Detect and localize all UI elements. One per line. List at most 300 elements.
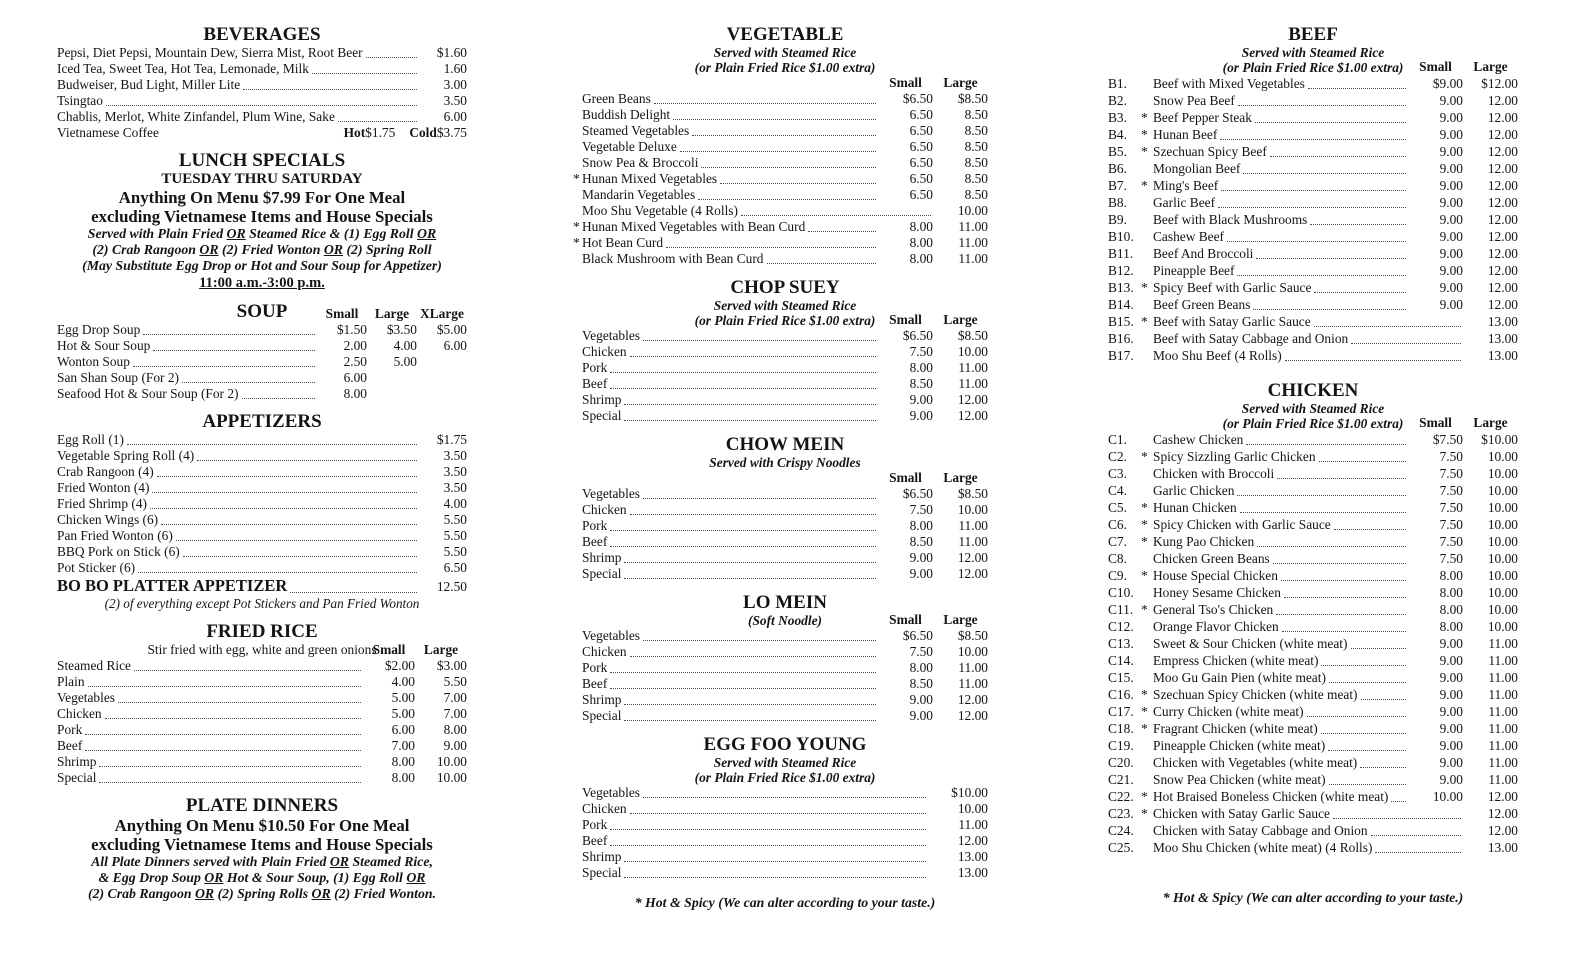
item-price: 7.50: [1439, 551, 1463, 566]
item-name: Pork: [582, 817, 608, 832]
item-price: 9.00: [909, 550, 933, 565]
item-price: $1.50: [336, 322, 367, 337]
section-chow-mein: [582, 434, 988, 582]
dot-leader: [1273, 563, 1406, 564]
spicy-asterisk: *: [1141, 789, 1148, 804]
price-column-header: XLarge: [420, 306, 464, 321]
section-title: CHOW MEIN: [725, 434, 845, 455]
text-segment: OR: [226, 226, 246, 241]
item-name: Chicken: [582, 801, 627, 816]
menu-item-row: [582, 107, 988, 123]
menu-item-row: [573, 219, 988, 235]
item-price: 9.00: [1439, 263, 1463, 278]
item-name: Szechuan Spicy Beef: [1153, 144, 1267, 159]
dot-leader: [1220, 139, 1406, 140]
dot-leader: [624, 720, 876, 721]
item-name: Cashew Beef: [1153, 229, 1225, 244]
item-price: 8.50: [964, 139, 988, 154]
text-line: [57, 886, 467, 902]
item-code: B11.: [1108, 246, 1134, 261]
menu-item-row: [582, 692, 988, 708]
spicy-asterisk: *: [1141, 721, 1148, 736]
dot-leader: [1307, 716, 1406, 717]
item-price: 11.00: [1488, 704, 1518, 719]
item-name: Hot Braised Boneless Chicken (white meat): [1153, 789, 1389, 804]
dot-leader: [610, 829, 926, 830]
spicy-asterisk: *: [1141, 687, 1148, 702]
item-price: $1.75: [436, 432, 467, 447]
menu-item-row: [57, 658, 467, 674]
item-price: 4.00: [443, 496, 467, 511]
menu-item-row: [1108, 465, 1518, 482]
item-price: 6.50: [909, 107, 933, 122]
dot-leader: [1237, 495, 1406, 496]
text-segment: OR: [323, 242, 344, 257]
dot-leader: [1371, 835, 1461, 836]
menu-item-row: [582, 139, 988, 155]
item-price: 1.60: [443, 61, 467, 76]
text-line: [57, 835, 467, 854]
dot-leader: [610, 688, 876, 689]
item-code: C14.: [1108, 653, 1134, 668]
item-code: B9.: [1108, 212, 1127, 227]
item-price: 9.00: [1439, 212, 1463, 227]
dot-leader: [673, 119, 876, 120]
item-name: Crab Rangoon (4): [57, 464, 154, 479]
text-segment: excluding Vietnamese Items and House Specials: [91, 835, 433, 854]
item-price: $5.00: [436, 322, 467, 337]
dot-leader: [152, 492, 417, 493]
dot-leader: [610, 672, 876, 673]
item-price: $8.50: [957, 91, 988, 106]
item-name: Beef: [582, 676, 608, 691]
item-name: Vegetables: [57, 690, 116, 705]
item-price: 12.50: [436, 579, 467, 594]
item-name: Chicken: [582, 344, 627, 359]
spicy-asterisk: *: [1141, 704, 1148, 719]
dot-leader: [1227, 241, 1406, 242]
menu-item-row: [57, 386, 467, 402]
section-title: BEVERAGES: [203, 24, 321, 45]
price-column-header: Small: [1419, 59, 1452, 74]
item-price: 11.00: [958, 518, 988, 533]
item-name: Hunan Mixed Vegetables: [582, 171, 718, 186]
dot-leader: [680, 151, 876, 152]
text-segment: (May Substitute Egg Drop or Hot and Sour Soup for Appetizer): [82, 258, 442, 273]
item-name: Beef: [582, 534, 608, 549]
item-price: 8.50: [964, 123, 988, 138]
dot-leader: [630, 356, 876, 357]
item-price: 11.00: [1488, 772, 1518, 787]
section-subtitle: (or Plain Fried Rice $1.00 extra): [694, 60, 876, 75]
item-name: Beef: [57, 738, 83, 753]
item-price: 8.50: [964, 107, 988, 122]
item-price: 11.00: [958, 660, 988, 675]
menu-item-row: [57, 544, 467, 560]
menu-item-row: [1108, 499, 1518, 516]
dot-leader: [1221, 190, 1406, 191]
menu-item-row: [582, 328, 988, 344]
item-code: B4.: [1108, 127, 1127, 142]
item-code: C13.: [1108, 636, 1134, 651]
item-price: 11.00: [958, 376, 988, 391]
dot-leader: [1351, 343, 1461, 344]
item-price: 11.00: [958, 817, 988, 832]
item-name: Cashew Chicken: [1153, 432, 1244, 447]
dot-leader: [1329, 784, 1406, 785]
dot-leader: [1314, 292, 1406, 293]
section-title: BEEF: [1288, 24, 1338, 45]
dot-leader: [1361, 699, 1406, 700]
text-segment: (2) Crab Rangoon: [92, 242, 200, 257]
price-column-header: Large: [374, 306, 410, 321]
item-price: 6.50: [909, 187, 933, 202]
item-price: 12.00: [1487, 212, 1518, 227]
item-price: 11.00: [1488, 636, 1518, 651]
text-segment: (2) Fried Wonton: [218, 242, 324, 257]
menu-item-row: [582, 486, 988, 502]
item-price: 11.00: [958, 360, 988, 375]
section-title: LUNCH SPECIALS: [178, 150, 346, 171]
item-name: Pork: [582, 660, 608, 675]
item-code: B6.: [1108, 161, 1127, 176]
menu-item-row: [1108, 262, 1518, 279]
text-segment: (2) Spring Rolls: [214, 886, 312, 901]
item-name: Chicken with Satay Garlic Sauce: [1153, 806, 1331, 821]
dot-leader: [624, 420, 876, 421]
dot-leader: [1285, 360, 1461, 361]
section-egg-foo-young: [582, 734, 988, 881]
item-price: 7.50: [909, 644, 933, 659]
item-price: 9.00: [909, 566, 933, 581]
section-title: APPETIZERS: [202, 411, 322, 432]
item-code: C7.: [1108, 534, 1127, 549]
text-segment: Steamed Rice & (1) Egg Roll: [245, 226, 418, 241]
dot-leader: [99, 782, 361, 783]
dot-leader: [366, 57, 417, 58]
dot-leader: [624, 562, 876, 563]
item-price: 12.00: [1487, 263, 1518, 278]
menu-item-row: [1108, 516, 1518, 533]
item-price: 11.00: [1488, 670, 1518, 685]
item-code: C2.: [1108, 449, 1127, 464]
item-code: B16.: [1108, 331, 1134, 346]
dot-leader: [1351, 648, 1407, 649]
dot-leader: [610, 546, 876, 547]
item-price: 9.00: [1439, 161, 1463, 176]
menu-item-row: [1108, 194, 1518, 211]
item-price: 10.00: [1487, 466, 1518, 481]
price-column-header: Large: [1473, 59, 1508, 74]
menu-item-row: [57, 338, 467, 354]
dot-leader: [1238, 105, 1406, 106]
item-price: 12.00: [1487, 246, 1518, 261]
dot-leader: [176, 540, 417, 541]
item-price: 12.00: [1487, 161, 1518, 176]
dot-leader: [99, 766, 361, 767]
dot-leader: [242, 398, 315, 399]
text-segment: (2) Fried Wonton.: [330, 886, 436, 901]
item-name: Moo Shu Beef (4 Rolls): [1153, 348, 1282, 363]
dot-leader: [610, 388, 876, 389]
item-price: 10.00: [1487, 534, 1518, 549]
section-footnote: (2) of everything except Pot Stickers and Pan Fried Wonton: [104, 596, 420, 611]
item-price: 9.00: [909, 408, 933, 423]
item-price: 12.00: [1487, 789, 1518, 804]
item-price: $8.50: [957, 628, 988, 643]
dot-leader: [143, 334, 315, 335]
item-price: 10.00: [1487, 551, 1518, 566]
item-code: B8.: [1108, 195, 1127, 210]
menu-item-row: [1108, 618, 1518, 635]
menu-item-row: [1108, 313, 1518, 330]
dot-leader: [1276, 614, 1406, 615]
menu-item-row: [582, 187, 988, 203]
item-price: 8.50: [964, 171, 988, 186]
menu-item-row: [1108, 567, 1518, 584]
item-price: 11.00: [1488, 721, 1518, 736]
item-price: 9.00: [1439, 110, 1463, 125]
menu-item-row: [1108, 126, 1518, 143]
item-price: 12.00: [1487, 280, 1518, 295]
menu-item-row: [582, 660, 988, 676]
item-name: Green Beans: [582, 91, 651, 106]
menu-item-row: [1108, 109, 1518, 126]
menu-item-row: [573, 171, 988, 187]
text-line: [57, 816, 467, 835]
item-price: 9.00: [1439, 670, 1463, 685]
text-segment: Hot & Sour Soup, (1) Egg Roll: [223, 870, 407, 885]
item-name: Special: [582, 408, 622, 423]
item-name: Special: [582, 865, 622, 880]
menu-item-row: [57, 61, 467, 77]
item-price: $6.50: [902, 628, 933, 643]
item-price: 11.00: [958, 235, 988, 250]
item-price: 8.50: [964, 187, 988, 202]
menu-column-1: [57, 24, 467, 911]
menu-item-row: [1108, 177, 1518, 194]
item-name: Vegetables: [582, 628, 641, 643]
dot-leader: [105, 718, 361, 719]
dot-leader: [157, 476, 417, 477]
dot-leader: [1321, 665, 1406, 666]
section-chicken: [1108, 380, 1518, 856]
menu-item-row: [582, 251, 988, 267]
item-price: 12.00: [1487, 127, 1518, 142]
item-name: Special: [582, 708, 622, 723]
item-name: Vegetables: [582, 785, 641, 800]
spicy-asterisk: *: [573, 235, 580, 250]
item-name: San Shan Soup (For 2): [57, 370, 180, 385]
section-description: Stir fried with egg, white and green onions: [147, 642, 377, 657]
item-price: 9.00: [1439, 653, 1463, 668]
menu-item-row: [1108, 75, 1518, 92]
item-name: Spicy Beef with Garlic Sauce: [1153, 280, 1312, 295]
menu-item-row: [1108, 584, 1518, 601]
item-price: 9.00: [1439, 687, 1463, 702]
dot-leader: [161, 524, 417, 525]
menu-item-row: [57, 560, 467, 576]
item-price: 12.00: [1487, 195, 1518, 210]
item-code: B3.: [1108, 110, 1127, 125]
menu-item-row: [582, 865, 988, 881]
item-price: 3.50: [443, 480, 467, 495]
price-column-header: Small: [325, 306, 359, 321]
dot-leader: [1281, 580, 1406, 581]
text-line: [57, 242, 467, 258]
item-price: 9.00: [1439, 738, 1463, 753]
item-price: 7.50: [1439, 517, 1463, 532]
menu-item-row: [1108, 296, 1518, 313]
item-price: 10.00: [957, 644, 988, 659]
menu-item-row: [582, 376, 988, 392]
item-name: Shrimp: [57, 754, 97, 769]
dot-leader: [1333, 818, 1461, 819]
item-price: 6.50: [443, 560, 467, 575]
item-price: $6.50: [902, 91, 933, 106]
item-price: 6.00: [343, 370, 367, 385]
item-price: 8.50: [909, 534, 933, 549]
item-code: C3.: [1108, 466, 1127, 481]
price-column-header: Small: [889, 312, 922, 327]
item-name: Mongolian Beef: [1153, 161, 1241, 176]
text-line: [57, 854, 467, 870]
item-code: B17.: [1108, 348, 1134, 363]
dot-leader: [624, 877, 926, 878]
item-price: 6.00: [443, 109, 467, 124]
text-line: [57, 188, 467, 207]
section-subtitle: (or Plain Fried Rice $1.00 extra): [1222, 60, 1404, 75]
dot-leader: [767, 263, 877, 264]
item-price: $10.00: [951, 785, 988, 800]
price-label: Cold: [409, 125, 437, 140]
dot-leader: [1253, 309, 1406, 310]
section-lo-mein: [582, 592, 988, 724]
item-price: 10.00: [1487, 483, 1518, 498]
section-subtitle: (Soft Noodle): [747, 613, 822, 628]
item-price: 12.00: [957, 408, 988, 423]
item-price: 5.00: [391, 706, 415, 721]
dot-leader: [88, 686, 361, 687]
menu-item-row: [1108, 533, 1518, 550]
dot-leader: [1319, 461, 1406, 462]
item-code: C12.: [1108, 619, 1134, 634]
item-price: 8.00: [909, 235, 933, 250]
menu-item-row: [582, 502, 988, 518]
price-column-header: Large: [943, 612, 978, 627]
dot-leader: [1282, 631, 1406, 632]
item-name: Iced Tea, Sweet Tea, Hot Tea, Lemonade, Milk: [57, 61, 309, 76]
section-lunch-specials: [57, 150, 467, 292]
dot-leader: [630, 514, 876, 515]
menu-item-row: [582, 785, 988, 801]
item-price: 7.50: [909, 344, 933, 359]
item-price: 12.00: [957, 550, 988, 565]
section-subtitle: Served with Steamed Rice: [713, 45, 857, 60]
menu-item-row: [57, 448, 467, 464]
item-price: 10.00: [1487, 585, 1518, 600]
menu-item-row: [57, 322, 467, 338]
item-code: C10.: [1108, 585, 1134, 600]
item-price: 12.00: [1487, 823, 1518, 838]
menu-item-row: [1108, 805, 1518, 822]
item-price: 12.00: [957, 566, 988, 581]
menu-item-row: [582, 817, 988, 833]
item-name: Beef with Black Mushrooms: [1153, 212, 1308, 227]
menu-item-row: [1108, 601, 1518, 618]
item-code: C25.: [1108, 840, 1134, 855]
menu-item-row: [57, 480, 467, 496]
item-price: 8.00: [909, 251, 933, 266]
item-name: Shrimp: [582, 692, 622, 707]
item-price: 6.50: [909, 155, 933, 170]
text-segment: Anything On Menu $10.50 For One Meal: [114, 816, 410, 835]
item-name: Moo Gu Gain Pien (white meat): [1153, 670, 1326, 685]
dot-leader: [610, 372, 876, 373]
item-name: General Tso's Chicken: [1153, 602, 1274, 617]
section-subtitle: Served with Steamed Rice: [1241, 45, 1385, 60]
section-fried-rice: [57, 621, 467, 786]
text-line: [57, 870, 467, 886]
item-price: 8.50: [964, 155, 988, 170]
item-name: Pan Fried Wonton (6): [57, 528, 173, 543]
section-beverages: [57, 24, 467, 141]
price-column-header: Small: [889, 75, 922, 90]
spicy-asterisk: *: [1141, 280, 1148, 295]
item-code: C5.: [1108, 500, 1127, 515]
price-column-header: Large: [423, 642, 459, 657]
dot-leader: [610, 845, 926, 846]
item-code: C20.: [1108, 755, 1134, 770]
item-code: C18.: [1108, 721, 1134, 736]
item-price: 13.00: [1487, 331, 1518, 346]
item-price: 8.00: [343, 386, 367, 401]
item-price: 6.00: [443, 338, 467, 353]
item-price: 6.00: [391, 722, 415, 737]
item-price: 9.00: [1439, 229, 1463, 244]
text-segment: OR: [417, 226, 437, 241]
item-price: 9.00: [1439, 93, 1463, 108]
menu-item-row: [1108, 669, 1518, 686]
text-segment: OR: [204, 870, 224, 885]
item-price: 12.00: [1487, 144, 1518, 159]
item-code: B2.: [1108, 93, 1127, 108]
menu-item-row: [582, 534, 988, 550]
item-price: 9.00: [443, 738, 467, 753]
item-price: 9.00: [1439, 755, 1463, 770]
item-price: 13.00: [1487, 840, 1518, 855]
menu-item-row: [57, 432, 467, 448]
menu-item-row: [1108, 245, 1518, 262]
text-segment: excluding Vietnamese Items and House Specials: [91, 207, 433, 226]
item-name: Spicy Sizzling Garlic Chicken: [1153, 449, 1316, 464]
menu-item-row: [57, 674, 467, 690]
dot-leader: [610, 530, 876, 531]
item-code: B1.: [1108, 76, 1127, 91]
dot-leader: [1256, 258, 1406, 259]
item-price: 7.50: [1439, 534, 1463, 549]
menu-item-row: [582, 708, 988, 724]
dot-leader: [666, 247, 876, 248]
item-price: 5.00: [393, 354, 417, 369]
item-name: Tsingtao: [57, 93, 103, 108]
item-price: 9.00: [1439, 636, 1463, 651]
text-line: [57, 274, 467, 292]
item-name: Pork: [582, 518, 608, 533]
item-code: B5.: [1108, 144, 1127, 159]
item-name: Moo Shu Vegetable (4 Rolls): [582, 203, 738, 218]
price-header-row: [582, 75, 988, 91]
